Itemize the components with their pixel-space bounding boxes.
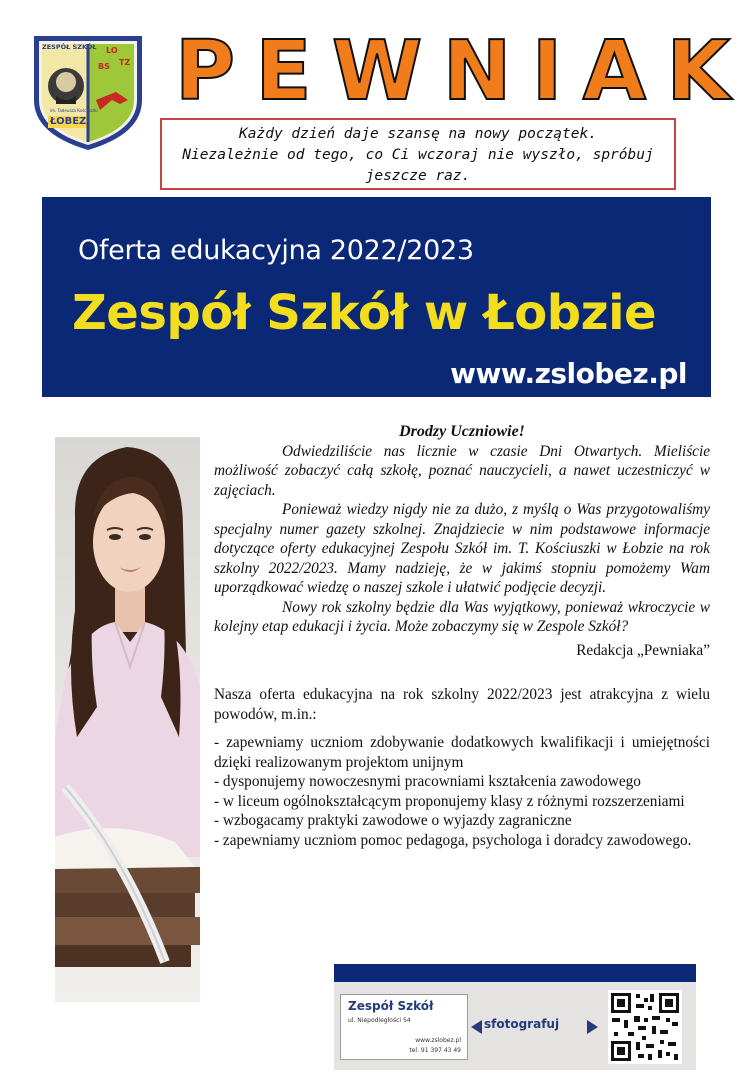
logo-patron-text: im. Tadeusza Kościuszki	[50, 108, 98, 113]
banner-offer-text: Oferta edukacyjna 2022/2023	[78, 235, 474, 266]
title-letter: E	[255, 23, 312, 119]
main-text	[214, 422, 710, 850]
letter-paragraph: Odwiedziliście nas licznie w czasie Dni Otwartych. Mieliście możliwość zobaczyć całą szkołę, poznać nauczycieli, a nawet uczestniczyć w zajęciach.	[214, 442, 710, 499]
offer-banner	[42, 197, 711, 397]
contact-box	[340, 994, 468, 1060]
list-item: - wzbogacamy praktyki zawodowe o wyjazdy zagraniczne	[214, 812, 572, 829]
title-letter: W	[331, 23, 423, 119]
card-top-bar	[334, 964, 696, 982]
newspaper-title	[175, 23, 730, 119]
logo-code-bs: BS	[98, 62, 110, 71]
student-photo	[55, 437, 200, 1002]
list-item: - zapewniamy uczniom zdobywanie dodatkowych kwalifikacji i umiejętności dzięki realizowanym projektom unijnym	[214, 734, 710, 771]
letter-signature: Redakcja „Pewniaka”	[576, 641, 710, 659]
banner-url: www.zslobez.pl	[450, 357, 687, 390]
photo-label: sfotografuj	[484, 1017, 560, 1031]
card-website: www.zslobez.pl	[415, 1037, 461, 1044]
logo-bottom-text: ŁOBEZ	[50, 116, 87, 127]
letter-greeting: Drodzy Uczniowie!	[399, 423, 525, 440]
offer-list	[214, 733, 710, 850]
title-letter: K	[666, 23, 730, 119]
title-letter: P	[175, 23, 236, 119]
arrow-left-icon	[471, 1020, 482, 1034]
logo-top-text: ZESPÓŁ SZKÓŁ	[42, 43, 97, 51]
offer-intro: Nasza oferta edukacyjna na rok szkolny 2022/2023 jest atrakcyjna z wielu powodów, m.in.:	[214, 686, 710, 723]
title-letter: I	[531, 23, 563, 119]
logo-code-tz: TZ	[119, 58, 131, 67]
motto-box: Każdy dzień daje szansę na nowy początek. Niezależnie od tego, co Ci wczoraj nie wyszło, spróbuj jeszcze raz.	[160, 118, 676, 190]
logo-code-lo: LO	[106, 46, 118, 55]
arrow-right-icon	[587, 1020, 598, 1034]
banner-school-name: Zespół Szkół w Łobzie	[72, 285, 657, 341]
card-school-name: Zespół Szkół	[348, 999, 434, 1013]
qr-code	[608, 990, 682, 1064]
list-item: - zapewniamy uczniom pomoc pedagoga, psychologa i doradcy zawodowego.	[214, 831, 692, 849]
list-item: - w liceum ogólnokształcącym proponujemy klasy z różnymi rozszerzeniami	[214, 792, 685, 810]
letter-paragraph: Ponieważ wiedzy nigdy nie za dużo, z myślą o Was przygotowaliśmy specjalny numer gazety szkolnej. Znajdziecie w nim podstawowe informacje dotyczące oferty edukacyjnej Zespołu Szkół im. T. Kościuszki w Łobzie na rok szkolny 2022/2023. Mamy nadzieję, że w jakimś stopniu pomożemy Wam uporządkować wiedzę o naszej szkole i ułatwić podjęcie decyzji.	[214, 501, 710, 596]
card-phone: tel. 91 397 43 49	[409, 1047, 461, 1054]
contact-card	[334, 982, 696, 1070]
card-address: ul. Niepodległości 54	[348, 1017, 411, 1024]
letter-paragraph: Nowy rok szkolny będzie dla Was wyjątkowy, ponieważ wkroczycie w kolejny etap edukacji i życia. Może zobaczymy się w Zespole Szkół?	[214, 598, 710, 635]
school-logo	[26, 30, 150, 154]
title-letter: A	[582, 23, 647, 119]
title-letter: N	[442, 23, 512, 119]
list-item: - dysponujemy nowoczesnymi pracowniami kształcenia zawodowego	[214, 773, 641, 790]
